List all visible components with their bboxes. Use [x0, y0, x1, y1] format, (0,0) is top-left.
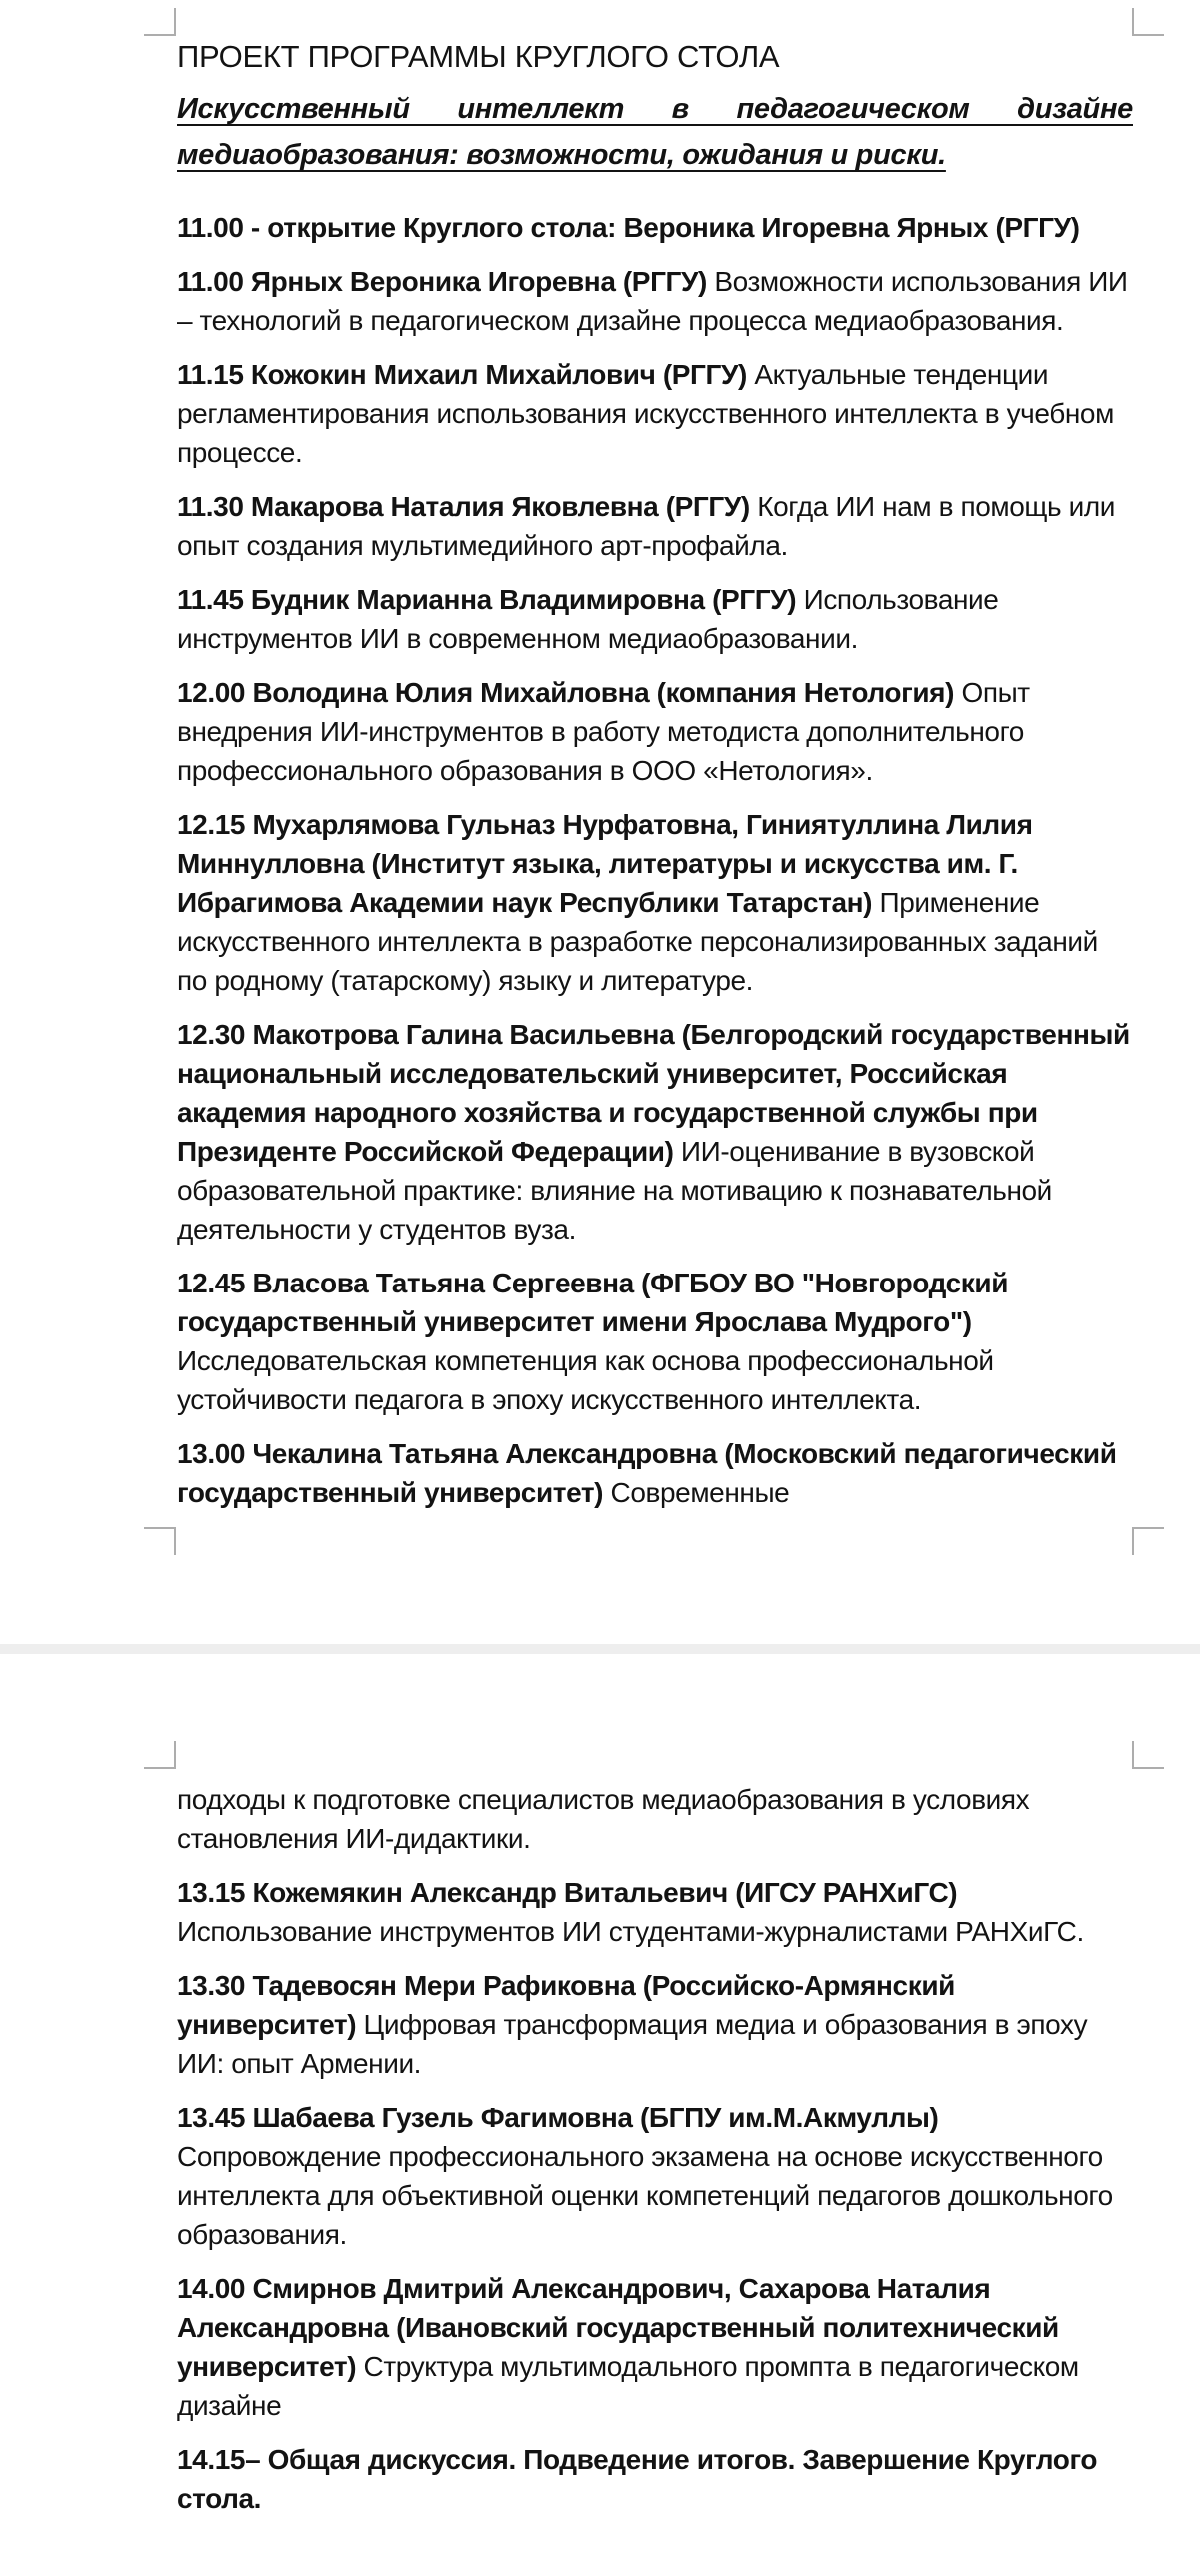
margin-corner-mark — [144, 8, 176, 36]
item-speaker: 11.00 Ярных Вероника Игоревна (РГГУ) — [177, 266, 707, 297]
subtitle-line-2: медиаобразования: возможности, ожидания и риски. — [177, 139, 946, 171]
item-speaker: 13.00 Чекалина Татьяна Александровна (Московский педагогический государственный университет) — [177, 1438, 1117, 1508]
item-speaker: 13.15 Кожемякин Александр Витальевич (ИГСУ РАНХиГС) — [177, 1877, 958, 1908]
item-topic: Применение искусственного интеллекта в разработке персонализированных заданий по родному (татарскому) языку и литературе. — [177, 887, 1098, 996]
item-speaker: 13.30 Тадевосян Мери Рафиковна (Российско-Армянский университет) — [177, 1970, 955, 2040]
margin-corner-mark — [144, 1527, 176, 1555]
program-item-1115 — [177, 355, 1133, 472]
item-speaker: 12.15 Мухарлямова Гульназ Нурфатовна, Гиниятуллина Лилия Миннулловна (Институт языка, литературы и искусства им. Г. Ибрагимова Академии наук Республики Татарстан) — [177, 809, 1033, 918]
margin-corner-mark — [1132, 8, 1164, 36]
margin-corner-mark — [1132, 1741, 1164, 1769]
item-topic: Актуальные тенденции регламентирования использования искусственного интеллекта в учебном процессе. — [177, 359, 1114, 468]
closing-line: 14.15– Общая дискуссия. Подведение итогов. Завершение Круглого стола. — [177, 2444, 1098, 2514]
program-item-1400 — [177, 2269, 1133, 2425]
document-page-2 — [0, 1654, 1200, 2576]
item-topic: Когда ИИ нам в помощь или опыт создания мультимедийного арт-профайла. — [177, 491, 1116, 561]
item-speaker: 13.45 Шабаева Гузель Фагимовна (БГПУ им.М.Акмуллы) — [177, 2102, 939, 2133]
opening-line: 11.00 - открытие Круглого стола: Вероника Игоревна Ярных (РГГУ) — [177, 212, 1080, 243]
item-topic: Использование инструментов ИИ в современном медиаобразовании. — [177, 584, 999, 654]
item-topic: Цифровая трансформация медиа и образования в эпоху ИИ: опыт Армении. — [177, 2009, 1088, 2079]
subtitle-line-1: Искусственный интеллект в педагогическом дизайне — [177, 93, 1133, 125]
margin-corner-mark — [144, 1741, 176, 1769]
program-item-1300-continuation: подходы к подготовке специалистов медиаобразования в условиях становления ИИ-дидактики. — [177, 1784, 1030, 1854]
program-item-1300 — [177, 1434, 1133, 1512]
item-topic: Возможности использования ИИ – технологий в педагогическом дизайне процесса медиаобразования. — [177, 266, 1128, 336]
item-speaker: 14.00 Смирнов Дмитрий Александрович, Сахарова Наталия Александровна (Ивановский государственный политехнический университет) — [177, 2273, 1059, 2382]
program-item-1215 — [177, 805, 1133, 1000]
program-item-1330 — [177, 1966, 1133, 2083]
item-speaker: 12.00 Володина Юлия Михайловна (компания Нетология) — [177, 677, 955, 708]
item-speaker: 11.30 Макарова Наталия Яковлевна (РГГУ) — [177, 491, 750, 522]
program-item-1100 — [177, 262, 1133, 340]
margin-corner-mark — [1132, 1527, 1164, 1555]
item-speaker: 11.45 Будник Марианна Владимировна (РГГУ) — [177, 584, 797, 615]
page-2-text-area — [177, 1780, 1133, 2533]
item-speaker: 12.30 Макотрова Галина Васильевна (Белгородский государственный национальный исследовательский университет, Российская академия народного хозяйства и государственной службы при Президенте Российской Федерации) — [177, 1019, 1130, 1167]
program-item-1345 — [177, 2098, 1133, 2254]
item-topic: Опыт внедрения ИИ-инструментов в работу методиста дополнительного профессионального образования в ООО «Нетология». — [177, 677, 1030, 786]
item-topic: Современные — [610, 1477, 790, 1508]
page-1-text-area — [177, 36, 1133, 1527]
item-topic: Структура мультимодального промпта в педагогическом дизайне — [177, 2351, 1079, 2421]
program-item-1315 — [177, 1873, 1133, 1951]
program-item-1130 — [177, 487, 1133, 565]
item-speaker: 11.15 Кожокин Михаил Михайлович (РГГУ) — [177, 359, 747, 390]
page-separator — [0, 1644, 1200, 1654]
item-topic: ИИ-оценивание в вузовской образовательной практике: влияние на мотивацию к познавательной деятельности у студентов вуза. — [177, 1136, 1052, 1245]
program-item-1230 — [177, 1015, 1133, 1249]
program-item-1245 — [177, 1264, 1133, 1419]
item-topic: Сопровождение профессионального экзамена на основе искусственного интеллекта для объективной оценки компетенций педагогов дошкольного образования. — [177, 2141, 1113, 2250]
item-topic: Исследовательская компетенция как основа профессиональной устойчивости педагога в эпоху искусственного интеллекта. — [177, 1345, 994, 1415]
document-subtitle — [177, 86, 1133, 178]
item-speaker: 12.45 Власова Татьяна Сергеевна (ФГБОУ ВО "Новгородский государственный университет имени Ярослава Мудрого") — [177, 1268, 1009, 1337]
document-title: ПРОЕКТ ПРОГРАММЫ КРУГЛОГО СТОЛА — [177, 39, 780, 74]
program-item-1200 — [177, 673, 1133, 790]
item-topic: Использование инструментов ИИ студентами-журналистами РАНХиГС. — [177, 1916, 1084, 1947]
program-item-1145 — [177, 580, 1133, 658]
